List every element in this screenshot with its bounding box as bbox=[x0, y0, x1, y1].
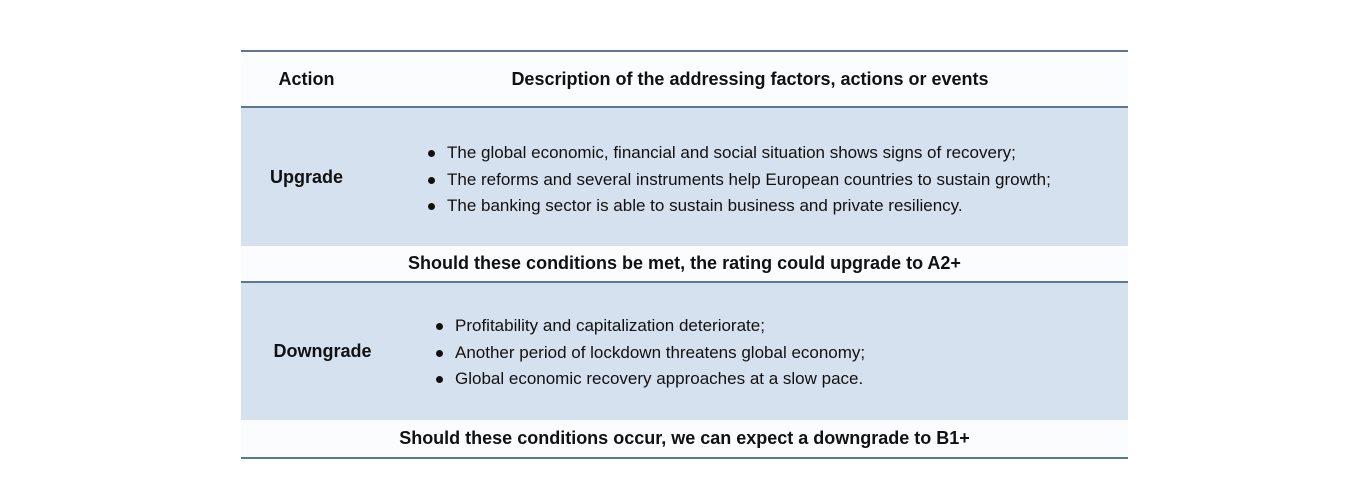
downgrade-label: Downgrade bbox=[273, 341, 372, 361]
header-action: Action bbox=[278, 68, 335, 89]
list-item-text: The reforms and several instruments help European countries to sustain growth; bbox=[447, 169, 1051, 189]
list-item bbox=[428, 140, 1051, 167]
header-description: Description of the addressing factors, actions or events bbox=[511, 68, 989, 89]
bullet-icon bbox=[428, 203, 435, 210]
bullet-icon bbox=[428, 150, 435, 157]
downgrade-condition: Should these conditions occur, we can expect a downgrade to B1+ bbox=[241, 420, 1128, 457]
rating-action-table bbox=[241, 50, 1128, 459]
upgrade-condition: Should these conditions be met, the rating could upgrade to A2+ bbox=[241, 246, 1128, 281]
list-item bbox=[428, 167, 1051, 194]
list-item bbox=[436, 366, 865, 393]
downgrade-list bbox=[436, 313, 865, 393]
list-item bbox=[436, 340, 865, 367]
list-item bbox=[436, 313, 865, 340]
bullet-icon bbox=[428, 177, 435, 184]
list-item-text: Profitability and capitalization deteriorate; bbox=[455, 316, 765, 335]
downgrade-row bbox=[241, 283, 1128, 420]
list-item-text: The global economic, financial and social situation shows signs of recovery; bbox=[447, 143, 1016, 162]
list-item-text: The banking sector is able to sustain business and private resiliency. bbox=[447, 196, 963, 215]
list-item bbox=[428, 193, 1051, 220]
upgrade-list bbox=[428, 140, 1051, 220]
list-item-text: Global economic recovery approaches at a slow pace. bbox=[455, 369, 864, 388]
upgrade-row bbox=[241, 108, 1128, 246]
list-item-text: Another period of lockdown threatens global economy; bbox=[455, 342, 866, 362]
bullet-icon bbox=[436, 376, 443, 383]
bullet-icon bbox=[436, 323, 443, 330]
bottom-rule bbox=[241, 457, 1128, 459]
upgrade-label: Upgrade bbox=[269, 166, 343, 187]
bullet-icon bbox=[436, 350, 443, 357]
table-header bbox=[241, 52, 1128, 106]
